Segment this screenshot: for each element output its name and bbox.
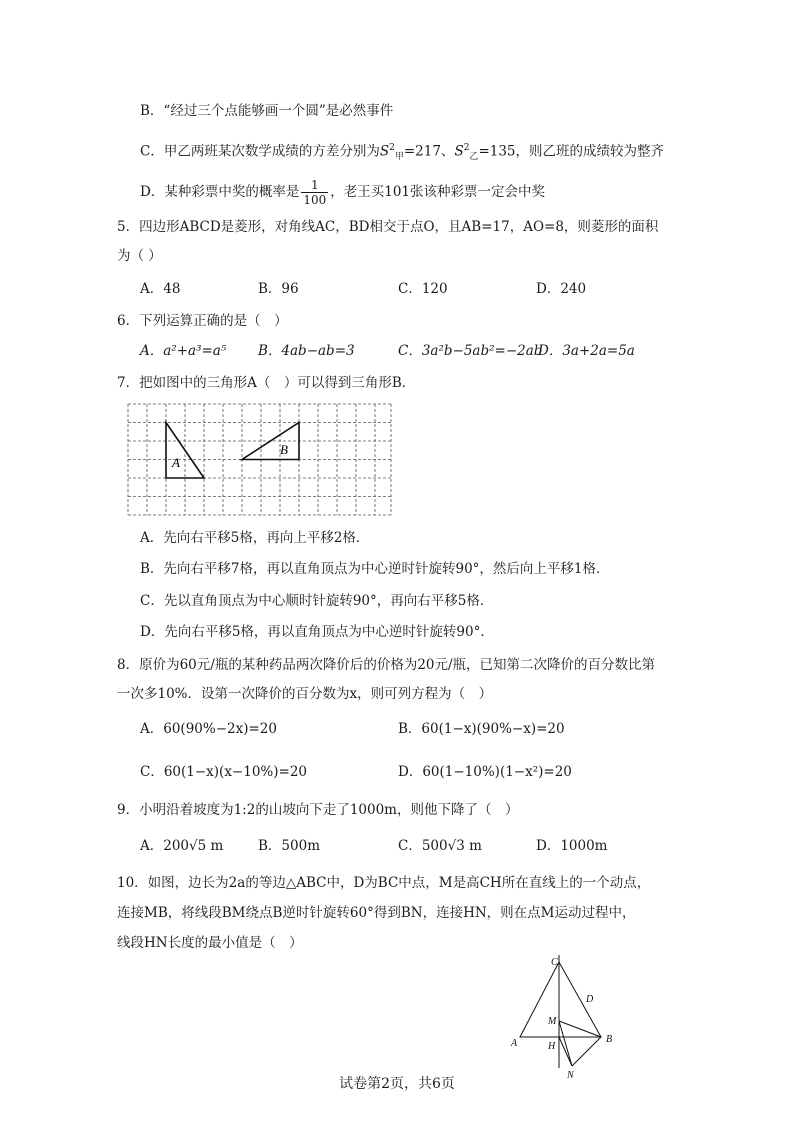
q8-stem-line2: 一次多10%．设第一次降价的百分数为x，则可列方程为（ ） [117,686,493,702]
segment-mn [559,1021,572,1066]
q8-option-d: D．60(1−10%)(1−x²)=20 [398,764,572,780]
triangle-b-label: B [280,442,288,457]
probability-fraction [301,178,328,207]
q8-stem-line1: 8．原价为60元/瓶的某种药品两次降价后的价格为20元/瓶，已知第二次降价的百分数比第 [117,657,656,673]
q5-option-d: D．240 [536,281,587,297]
q4-d-suffix: ，老王买101张该种彩票一定会中奖 [330,184,546,200]
fraction-numerator: 1 [301,178,328,193]
q4-option-b: B．“经过三个点能够画一个圆”是必然事件 [140,103,394,119]
q5-option-c: C．120 [398,281,448,297]
variance-sub-2: 乙 [469,152,479,163]
q4-c-prefix: C．甲乙两班某次数学成绩的方差分别为 [140,143,380,160]
q7-stem: 7．把如图中的三角形A（ ）可以得到三角形B． [117,375,416,391]
q6-option-d: D．3a+2a=5a [538,343,635,359]
q10-stem-line2: 连接MB，将线段BM绕点B逆时针旋转60°得到BN，连接HN，则在点M运动过程中， [117,905,636,921]
variance-symbol-2: S [454,143,464,160]
q7-option-c: C．先以直角顶点为中心顺时针旋转90°，再向右平移5格． [140,593,494,609]
q10-stem-line3: 线段HN长度的最小值是（ ） [117,935,303,951]
segment-mb [559,1021,601,1037]
page-footer: 试卷第2页，共6页 [339,1076,455,1092]
label-a: A [511,1038,518,1049]
label-d: D [586,994,594,1005]
q8-option-c: C．60(1−x)(x−10%)=20 [140,764,308,780]
variance-value-2: =135，则乙班的成绩较为整齐 [478,143,665,160]
q6-option-c: C．3a²b−5ab²=−2ab [398,343,543,359]
q6-option-b: B．4ab−ab=3 [258,343,355,359]
label-m: M [548,1016,557,1027]
q4-option-d [140,178,545,207]
q7-option-b: B．先向右平移7格，再以直角顶点为中心逆时针旋转90°，然后向上平移1格． [140,561,610,577]
q9-stem: 9．小明沿着坡度为1:2的山坡向下走了1000m，则他下降了（ ） [117,802,519,818]
segment-bn [572,1037,601,1066]
q10-triangle-figure [510,950,625,1081]
q5-stem-line2: 为（ ） [117,248,162,264]
q8-option-b: B．60(1−x)(90%−x)=20 [398,721,565,737]
label-c: C [551,957,558,968]
q7-option-a: A．先向右平移5格，再向上平移2格． [140,530,370,546]
q7-grid-figure [127,403,392,517]
q4-d-prefix: D．某种彩票中奖的概率是 [140,184,300,200]
q5-stem-line1: 5．四边形ABCD是菱形，对角线AC，BD相交于点O，且AB=17，AO=8，则菱形的面积 [117,219,659,235]
label-h: H [548,1041,556,1052]
q4-option-c: C．甲乙两班某次数学成绩的方差分别为$S^2_甲=217$、$S^2_乙=135$，则乙班的成绩较为整齐 [140,143,665,163]
q9-option-c: C．500√3 m [398,838,482,854]
q5-option-b: B．96 [258,281,299,297]
label-b: B [606,1034,613,1045]
variance-symbol-1: S [379,143,390,160]
variance-sub-1: 甲 [394,152,404,163]
q6-stem: 6．下列运算正确的是（ ） [117,313,288,329]
q9-option-a: A．200√5 m [140,838,224,854]
segment-hn [559,1037,572,1066]
q9-option-b: B．500m [258,838,320,854]
variance-value-1: =217、 [403,143,455,160]
q9-option-d: D．1000m [536,838,608,854]
q10-stem-line1: 10．如图，边长为2a的等边△ABC中，D为BC中点，M是高CH所在直线上的一个动点， [117,875,651,891]
fraction-denominator: 100 [303,193,327,207]
q8-option-a: A．60(90%−2x)=20 [140,721,277,737]
q6-option-a: A．a²+a³=a⁵ [140,343,227,359]
q5-option-a: A．48 [140,281,181,297]
triangle-a-label: A [172,455,180,470]
label-n: N [567,1070,574,1081]
q7-option-d: D．先向右平移5格，再以直角顶点为中心逆时针旋转90°． [140,624,494,640]
